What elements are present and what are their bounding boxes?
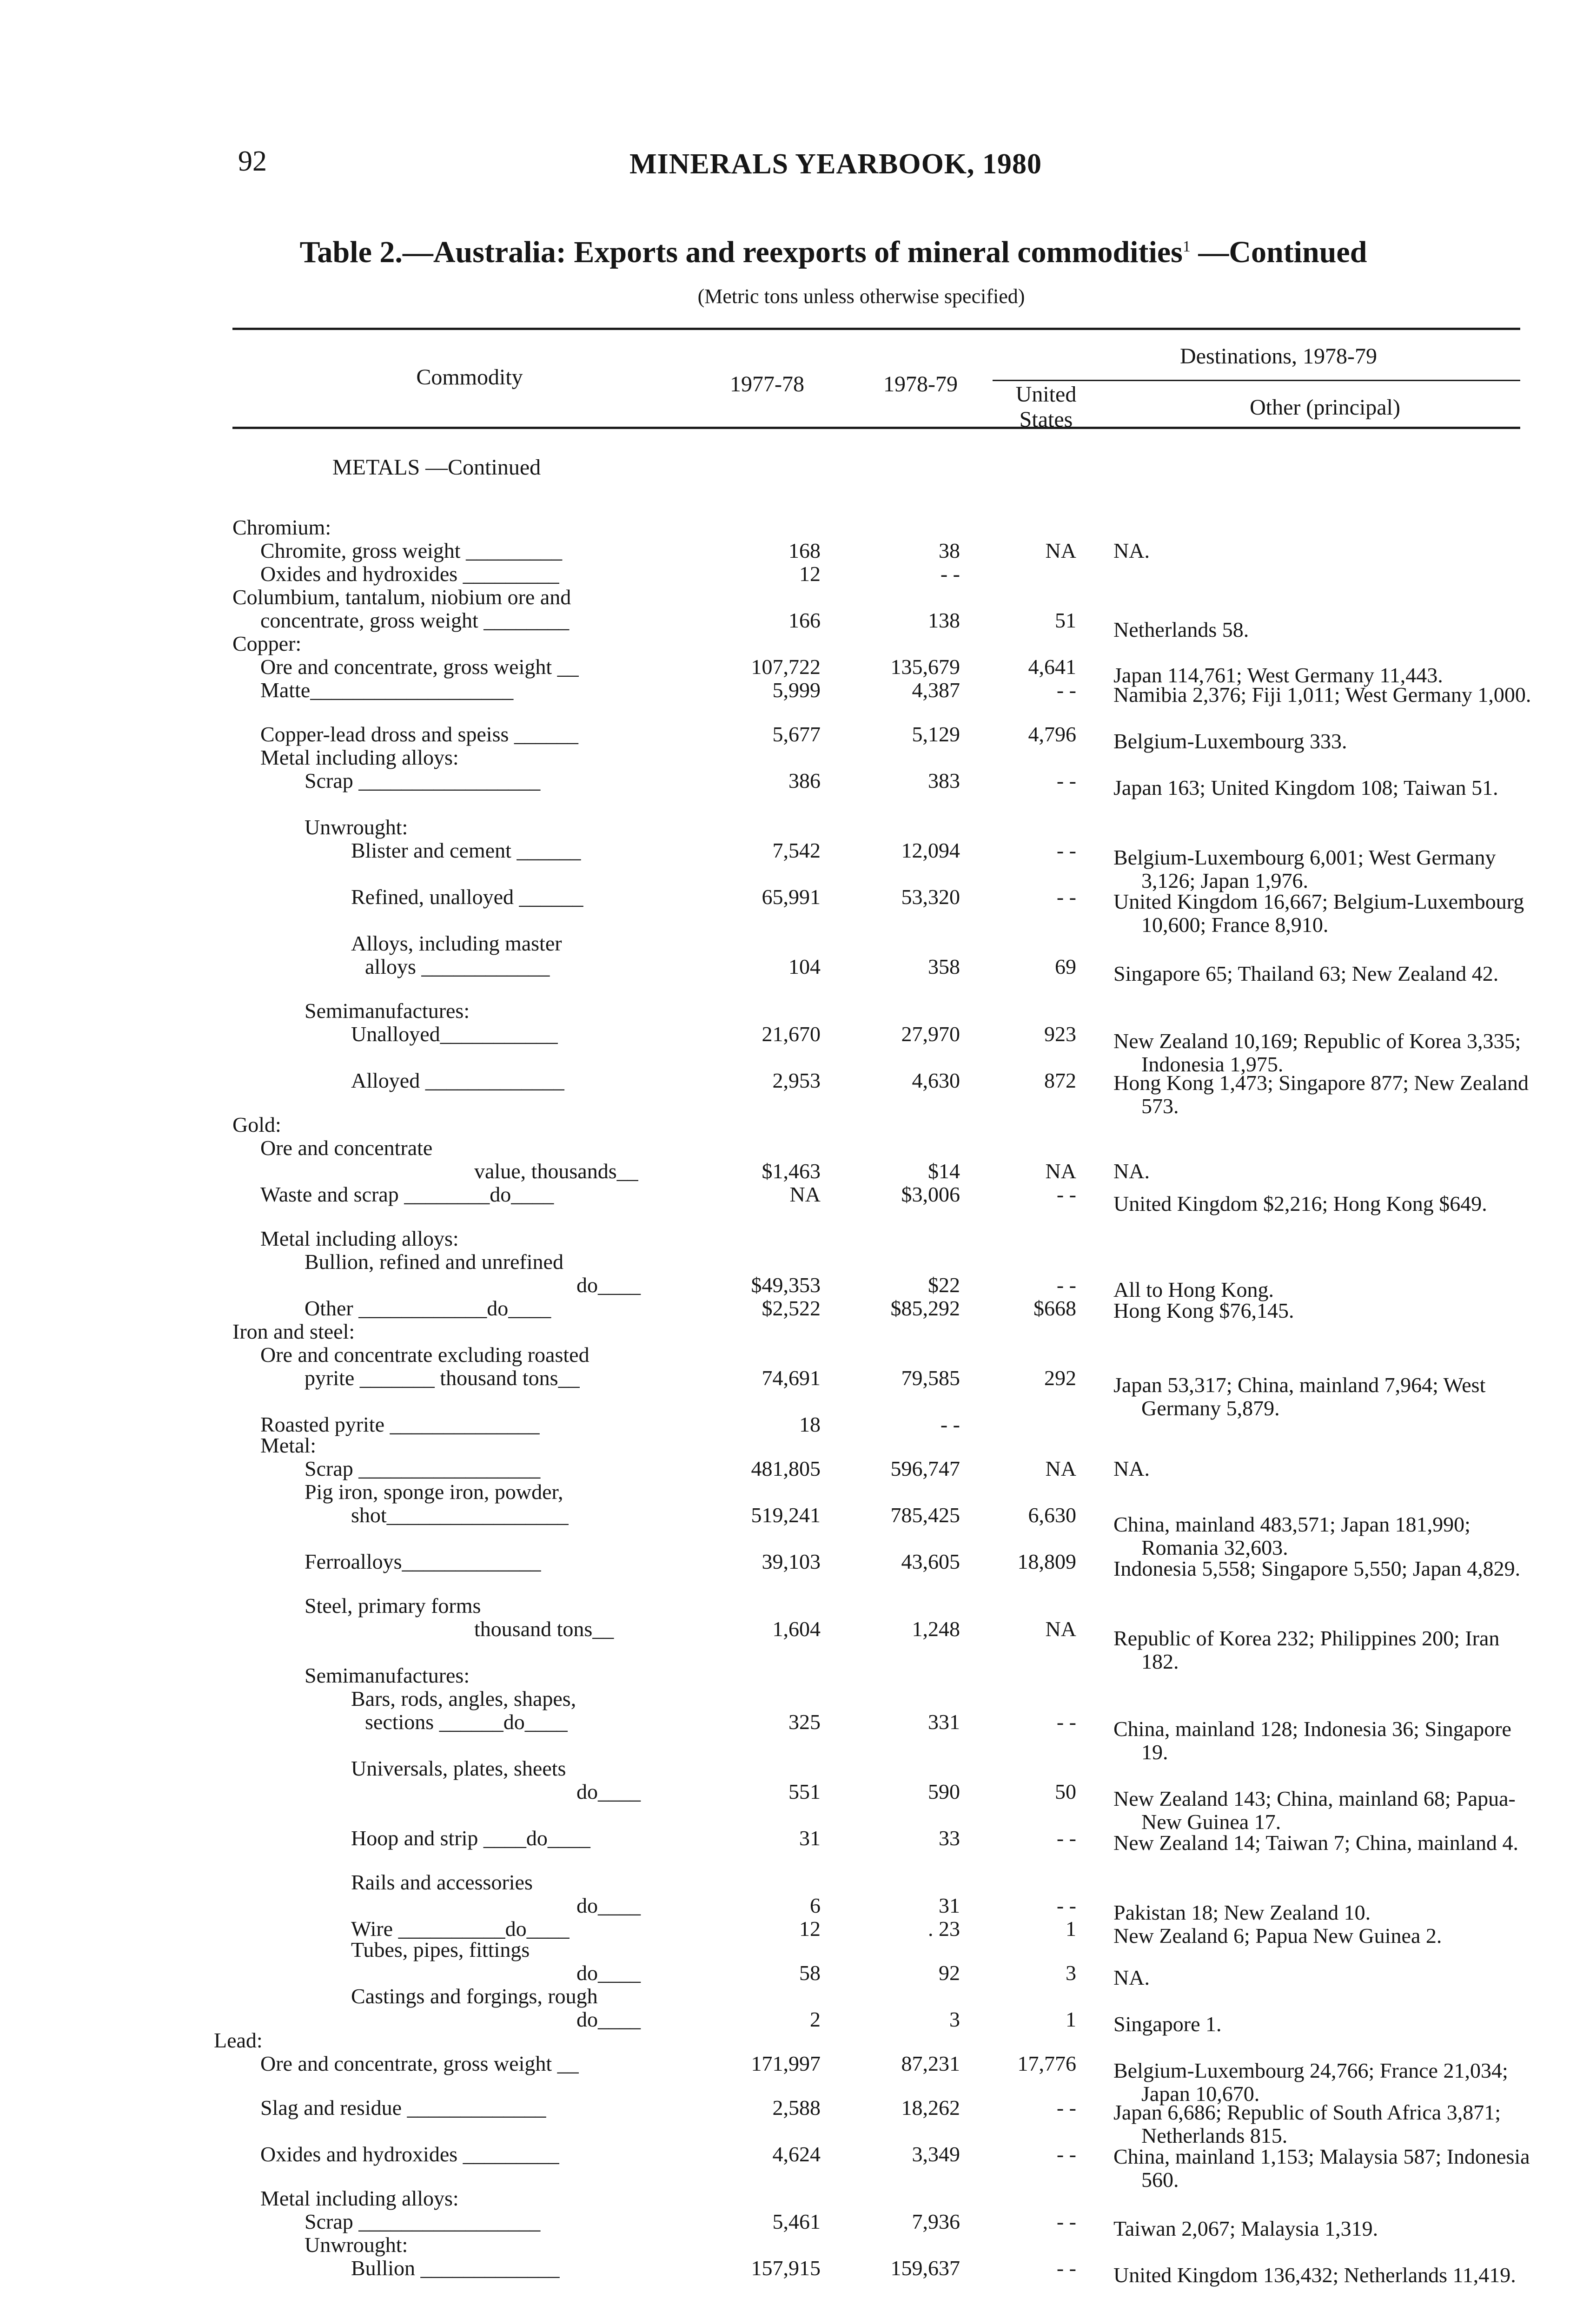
- row-label: Oxides and hydroxides _________: [260, 2142, 559, 2166]
- cell-united-states: NA: [1045, 1159, 1076, 1183]
- row-label: Semimanufactures:: [305, 999, 470, 1023]
- table-title-suffix: —Continued: [1190, 235, 1367, 269]
- cell-1978-79: 5,129: [912, 722, 960, 746]
- row-label: Blister and cement ______: [351, 838, 581, 862]
- row-label: Other ____________do____: [305, 1296, 551, 1320]
- cell-other-principal: New Zealand 14; Taiwan 7; China, mainland 4.: [1113, 1831, 1518, 1855]
- row-label: do____: [576, 1780, 641, 1803]
- cell-other-principal: All to Hong Kong.: [1113, 1278, 1274, 1301]
- cell-other-principal: Singapore 1.: [1113, 2012, 1222, 2036]
- cell-1978-79: 135,679: [890, 655, 960, 679]
- cell-1977-78: 5,999: [772, 678, 821, 702]
- cell-1977-78: 5,677: [772, 722, 821, 746]
- cell-other-principal: Indonesia 5,558; Singapore 5,550; Japan 4,829.: [1113, 1557, 1521, 1580]
- row-label: Hoop and strip ____do____: [351, 1826, 590, 1850]
- cell-other-principal: Republic of Korea 232; Philippines 200; Iran 182.: [1113, 1626, 1500, 1673]
- header-united-states: [1000, 382, 1093, 432]
- header-1977-78: 1977-78: [730, 372, 804, 396]
- cell-1977-78: 6: [810, 1894, 821, 1917]
- cell-united-states: - -: [1056, 1894, 1076, 1917]
- cell-other-principal: Belgium-Luxembourg 6,001; West Germany 3,126; Japan 1,976.: [1113, 845, 1496, 892]
- cell-other-principal: China, mainland 128; Indonesia 36; Singapore 19.: [1113, 1717, 1511, 1764]
- row-label: thousand tons__: [474, 1617, 614, 1641]
- row-label: Castings and forgings, rough: [351, 1984, 598, 2008]
- section-heading: METALS —Continued: [332, 455, 541, 480]
- cell-1977-78: 12: [799, 1917, 821, 1941]
- cell-1977-78: 171,997: [751, 2052, 821, 2075]
- cell-1977-78: 31: [799, 1826, 821, 1850]
- cell-other-principal: NA.: [1113, 1159, 1150, 1183]
- cell-1977-78: 65,991: [762, 885, 821, 909]
- row-label: Alloys, including master: [351, 931, 562, 955]
- cell-other-principal: Japan 6,686; Republic of South Africa 3,871; Netherlands 815.: [1113, 2100, 1501, 2147]
- cell-1977-78: $49,353: [751, 1273, 821, 1297]
- row-label: do____: [576, 1273, 641, 1297]
- running-head: MINERALS YEARBOOK, 1980: [629, 148, 1042, 180]
- row-label: pyrite _______ thousand tons__: [305, 1366, 580, 1390]
- row-label: Universals, plates, sheets: [351, 1756, 566, 1780]
- row-label: alloys ____________: [365, 955, 550, 978]
- cell-united-states: 6,630: [1028, 1503, 1076, 1527]
- cell-1977-78: 519,241: [751, 1503, 821, 1527]
- cell-other-principal: Singapore 65; Thailand 63; New Zealand 42.: [1113, 962, 1499, 985]
- row-label: Bullion _____________: [351, 2256, 560, 2280]
- table-subtitle: (Metric tons unless otherwise specified): [697, 285, 1025, 308]
- cell-united-states: 51: [1055, 608, 1076, 632]
- row-label: Tubes, pipes, fittings: [351, 1938, 530, 1961]
- row-label: Chromite, gross weight _________: [260, 539, 563, 562]
- cell-united-states: - -: [1056, 838, 1076, 862]
- cell-other-principal: New Zealand 10,169; Republic of Korea 3,335; Indonesia 1,975.: [1113, 1029, 1521, 1076]
- cell-united-states: - -: [1056, 885, 1076, 909]
- cell-1978-79: . 23: [928, 1917, 960, 1941]
- cell-1977-78: 166: [788, 608, 821, 632]
- row-label: Gold:: [232, 1113, 281, 1136]
- cell-1978-79: $3,006: [901, 1182, 960, 1206]
- cell-1978-79: 27,970: [901, 1022, 960, 1046]
- destinations-rule: [993, 380, 1520, 381]
- row-label: Chromium:: [232, 515, 331, 539]
- cell-1977-78: 18: [799, 1413, 821, 1436]
- row-label: Unalloyed___________: [351, 1022, 558, 1046]
- cell-other-principal: Hong Kong 1,473; Singapore 877; New Zealand 573.: [1113, 1071, 1529, 1118]
- cell-united-states: 18,809: [1017, 1550, 1076, 1573]
- cell-other-principal: United Kingdom 16,667; Belgium-Luxembourg 10,600; France 8,910.: [1113, 890, 1524, 937]
- cell-1978-79: 31: [939, 1894, 960, 1917]
- row-label: Steel, primary forms: [305, 1594, 481, 1618]
- row-label: Scrap _________________: [305, 2210, 541, 2233]
- page-number: 92: [238, 145, 267, 177]
- cell-united-states: 69: [1055, 955, 1076, 978]
- cell-1978-79: 4,630: [912, 1069, 960, 1092]
- header-destinations: Destinations, 1978-79: [1180, 344, 1377, 369]
- row-label: Iron and steel:: [232, 1320, 355, 1343]
- row-label: Unwrought:: [305, 815, 408, 839]
- cell-1977-78: 58: [799, 1961, 821, 1985]
- row-label: Unwrought:: [305, 2233, 408, 2257]
- cell-1978-79: - -: [940, 1413, 960, 1436]
- header-other-principal: Other (principal): [1250, 395, 1400, 420]
- row-label: sections ______do____: [365, 1710, 568, 1734]
- cell-1977-78: $2,522: [762, 1296, 821, 1320]
- cell-1977-78: 157,915: [751, 2256, 821, 2280]
- cell-united-states: 3: [1066, 1961, 1076, 1985]
- row-label: Ore and concentrate, gross weight __: [260, 2052, 579, 2075]
- cell-united-states: 923: [1044, 1022, 1076, 1046]
- cell-1978-79: 383: [928, 769, 960, 792]
- cell-1978-79: $14: [928, 1159, 960, 1183]
- cell-united-states: - -: [1056, 769, 1076, 792]
- row-label: Metal including alloys:: [260, 2186, 459, 2210]
- cell-united-states: - -: [1056, 1182, 1076, 1206]
- cell-united-states: NA: [1045, 1617, 1076, 1641]
- cell-1978-79: 12,094: [901, 838, 960, 862]
- cell-1977-78: 2,588: [772, 2096, 821, 2119]
- cell-1978-79: 331: [928, 1710, 960, 1734]
- row-label: Bullion, refined and unrefined: [305, 1250, 563, 1274]
- cell-united-states: 872: [1044, 1069, 1076, 1092]
- cell-1977-78: 104: [788, 955, 821, 978]
- row-label: Pig iron, sponge iron, powder,: [305, 1480, 563, 1504]
- row-label: Copper-lead dross and speiss ______: [260, 722, 578, 746]
- row-label: Oxides and hydroxides _________: [260, 562, 559, 586]
- row-label: Scrap _________________: [305, 769, 541, 792]
- cell-1978-79: 159,637: [890, 2256, 960, 2280]
- row-label: Waste and scrap ________do____: [260, 1182, 554, 1206]
- cell-1977-78: 12: [799, 562, 821, 586]
- cell-1978-79: 138: [928, 608, 960, 632]
- cell-other-principal: Belgium-Luxembourg 24,766; France 21,034; Japan 10,670.: [1113, 2059, 1508, 2106]
- row-label: Metal including alloys:: [260, 746, 459, 769]
- row-label: do____: [576, 1961, 641, 1985]
- cell-1977-78: 1,604: [772, 1617, 821, 1641]
- table-title-footnote-mark: 1: [1182, 238, 1191, 255]
- cell-1978-79: 785,425: [890, 1503, 960, 1527]
- cell-1978-79: 43,605: [901, 1550, 960, 1573]
- cell-other-principal: Taiwan 2,067; Malaysia 1,319.: [1113, 2217, 1378, 2240]
- cell-united-states: NA: [1045, 539, 1076, 562]
- cell-1978-79: 4,387: [912, 678, 960, 702]
- cell-other-principal: United Kingdom $2,216; Hong Kong $649.: [1113, 1192, 1487, 1215]
- cell-united-states: 1: [1066, 1917, 1076, 1941]
- row-label: Roasted pyrite ______________: [260, 1413, 540, 1436]
- row-label: do____: [576, 1894, 641, 1917]
- row-label: Rails and accessories: [351, 1870, 533, 1894]
- cell-1978-79: 79,585: [901, 1366, 960, 1390]
- cell-united-states: $668: [1033, 1296, 1076, 1320]
- cell-united-states: 17,776: [1017, 2052, 1076, 2075]
- header-united: United: [1015, 382, 1077, 407]
- cell-1978-79: 18,262: [901, 2096, 960, 2119]
- cell-1977-78: NA: [789, 1182, 821, 1206]
- row-label: shot_________________: [351, 1503, 569, 1527]
- cell-1977-78: 39,103: [762, 1550, 821, 1573]
- cell-other-principal: NA.: [1113, 539, 1150, 562]
- cell-1978-79: - -: [940, 562, 960, 586]
- cell-1977-78: 551: [788, 1780, 821, 1803]
- cell-other-principal: Japan 53,317; China, mainland 7,964; West Germany 5,879.: [1113, 1373, 1486, 1420]
- cell-1977-78: 386: [788, 769, 821, 792]
- cell-1978-79: 596,747: [890, 1457, 960, 1480]
- cell-other-principal: NA.: [1113, 1966, 1150, 1989]
- cell-1977-78: 7,542: [772, 838, 821, 862]
- cell-1978-79: $22: [928, 1273, 960, 1297]
- row-label: Refined, unalloyed ______: [351, 885, 583, 909]
- cell-1977-78: 4,624: [772, 2142, 821, 2166]
- cell-1978-79: $85,292: [890, 1296, 960, 1320]
- header-states: States: [1019, 407, 1073, 432]
- cell-1977-78: 74,691: [762, 1366, 821, 1390]
- cell-1978-79: 53,320: [901, 885, 960, 909]
- cell-other-principal: NA.: [1113, 1457, 1150, 1480]
- cell-other-principal: New Zealand 143; China, mainland 68; Papua-New Guinea 17.: [1113, 1787, 1516, 1834]
- cell-other-principal: Japan 163; United Kingdom 108; Taiwan 51.: [1113, 776, 1498, 799]
- cell-1977-78: 2,953: [772, 1069, 821, 1092]
- row-label: Ore and concentrate: [260, 1136, 433, 1160]
- cell-other-principal: Pakistan 18; New Zealand 10.: [1113, 1901, 1371, 1924]
- cell-united-states: - -: [1056, 2210, 1076, 2233]
- cell-1977-78: $1,463: [762, 1159, 821, 1183]
- cell-united-states: - -: [1056, 2142, 1076, 2166]
- header-top-rule: [232, 328, 1520, 330]
- cell-other-principal: United Kingdom 136,432; Netherlands 11,419.: [1113, 2263, 1516, 2287]
- cell-1978-79: 3: [949, 2007, 960, 2031]
- cell-other-principal: Netherlands 58.: [1113, 618, 1249, 641]
- table-title: [0, 235, 1583, 270]
- cell-1978-79: 3,349: [912, 2142, 960, 2166]
- cell-1978-79: 33: [939, 1826, 960, 1850]
- cell-united-states: - -: [1056, 1710, 1076, 1734]
- cell-other-principal: China, mainland 483,571; Japan 181,990; Romania 32,603.: [1113, 1512, 1470, 1559]
- row-label: Metal including alloys:: [260, 1227, 459, 1250]
- cell-1977-78: 5,461: [772, 2210, 821, 2233]
- row-label: Scrap _________________: [305, 1457, 541, 1480]
- cell-1978-79: 590: [928, 1780, 960, 1803]
- cell-1978-79: 92: [939, 1961, 960, 1985]
- row-label: Semimanufactures:: [305, 1664, 470, 1687]
- cell-1977-78: 21,670: [762, 1022, 821, 1046]
- header-commodity: Commodity: [416, 365, 523, 390]
- row-label: Metal:: [260, 1433, 317, 1457]
- table-title-text: Table 2.—Australia: Exports and reexports of mineral commodities: [299, 235, 1183, 269]
- cell-united-states: - -: [1056, 678, 1076, 702]
- cell-1978-79: 1,248: [912, 1617, 960, 1641]
- cell-1978-79: 358: [928, 955, 960, 978]
- cell-united-states: 4,796: [1028, 722, 1076, 746]
- cell-united-states: 50: [1055, 1780, 1076, 1803]
- cell-united-states: 4,641: [1028, 655, 1076, 679]
- row-label: do____: [576, 2007, 641, 2031]
- cell-1977-78: 107,722: [751, 655, 821, 679]
- row-label: Wire __________do____: [351, 1917, 570, 1941]
- cell-united-states: - -: [1056, 1826, 1076, 1850]
- row-label: Matte___________________: [260, 678, 514, 702]
- cell-united-states: 1: [1066, 2007, 1076, 2031]
- cell-united-states: - -: [1056, 1273, 1076, 1297]
- row-label: Columbium, tantalum, niobium ore and: [232, 585, 571, 609]
- row-label: Bars, rods, angles, shapes,: [351, 1687, 576, 1710]
- cell-1978-79: 38: [939, 539, 960, 562]
- cell-1978-79: 87,231: [901, 2052, 960, 2075]
- cell-united-states: - -: [1056, 2096, 1076, 2119]
- cell-1977-78: 481,805: [751, 1457, 821, 1480]
- row-label: Ferroalloys_____________: [305, 1550, 541, 1573]
- row-label: concentrate, gross weight ________: [260, 608, 570, 632]
- cell-1977-78: 325: [788, 1710, 821, 1734]
- cell-1977-78: 168: [788, 539, 821, 562]
- cell-1978-79: 7,936: [912, 2210, 960, 2233]
- row-label: Slag and residue _____________: [260, 2096, 546, 2119]
- header-1978-79: 1978-79: [883, 372, 958, 396]
- row-label: Alloyed _____________: [351, 1069, 564, 1092]
- cell-other-principal: Japan 114,761; West Germany 11,443.: [1113, 663, 1443, 687]
- cell-united-states: - -: [1056, 2256, 1076, 2280]
- row-label: Ore and concentrate, gross weight __: [260, 655, 579, 679]
- cell-1977-78: 2: [810, 2007, 821, 2031]
- row-label: Lead:: [214, 2028, 263, 2052]
- cell-other-principal: Belgium-Luxembourg 333.: [1113, 729, 1347, 753]
- cell-other-principal: Namibia 2,376; Fiji 1,011; West Germany 1,000.: [1113, 683, 1531, 706]
- header-bottom-rule: [232, 427, 1520, 429]
- row-label: Ore and concentrate excluding roasted: [260, 1343, 589, 1367]
- row-label: value, thousands__: [474, 1159, 638, 1183]
- cell-other-principal: Hong Kong $76,145.: [1113, 1299, 1294, 1322]
- cell-united-states: NA: [1045, 1457, 1076, 1480]
- cell-united-states: 292: [1044, 1366, 1076, 1390]
- cell-other-principal: New Zealand 6; Papua New Guinea 2.: [1113, 1924, 1442, 1948]
- cell-other-principal: China, mainland 1,153; Malaysia 587; Indonesia 560.: [1113, 2145, 1530, 2192]
- row-label: Copper:: [232, 632, 302, 655]
